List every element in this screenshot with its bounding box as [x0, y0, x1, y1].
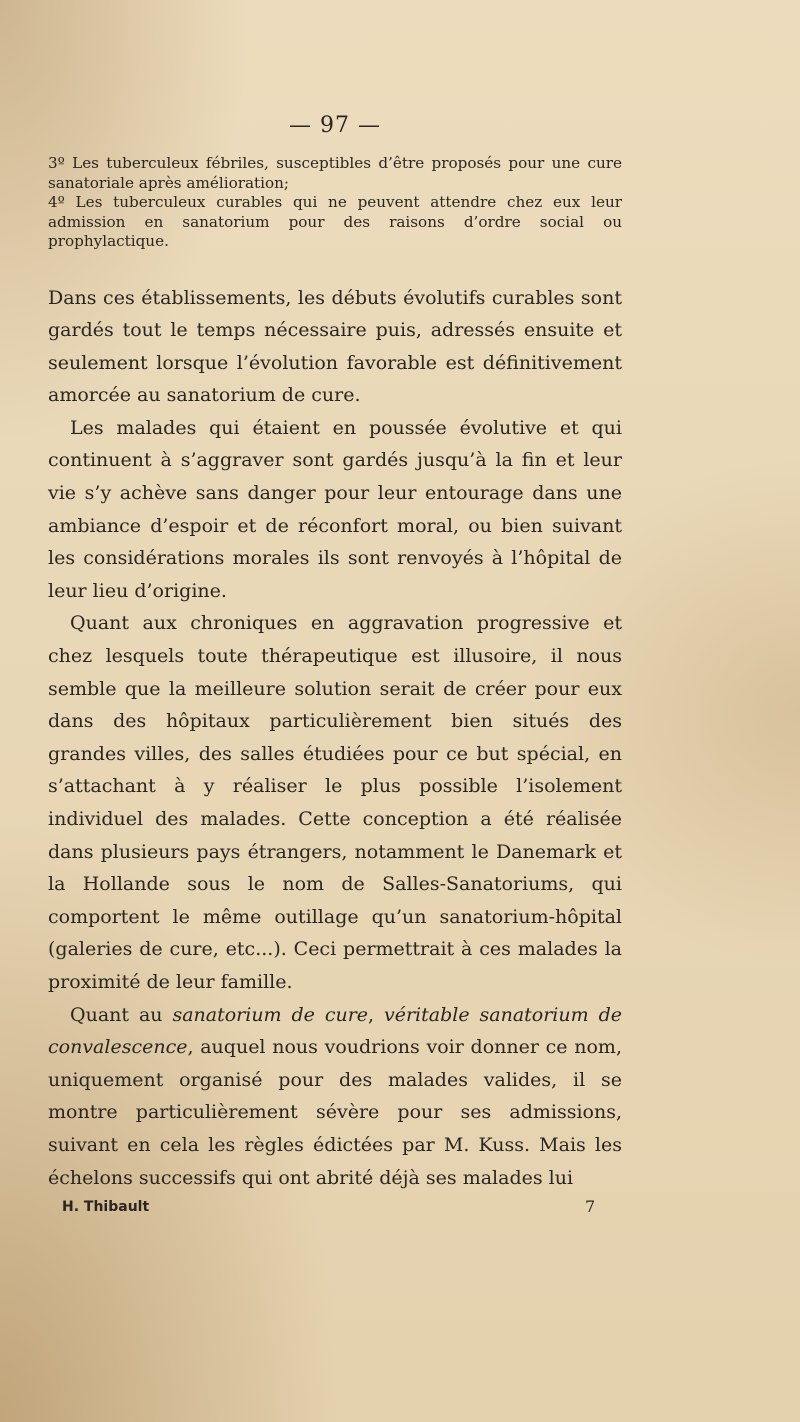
list-item: 3º Les tuberculeux fébriles, susceptibles d’être proposés pour une cure sanatoriale après amélioration; [48, 154, 622, 192]
paragraph-4-start: Quant au [70, 1003, 173, 1026]
body-text [48, 282, 622, 1195]
signature-mark: 7 [585, 1197, 596, 1217]
paragraph-3: Quant aux chroniques en aggravation progressive et chez lesquels toute thérapeutique est illusoire, il nous semble que la meilleure solution serait de créer pour eux dans des hôpitaux particulièrement bien situés des grandes villes, des salles étudiées pour ce but spécial, en s’attachant à y réaliser le plus possible l’isolement individuel des malades. Cette conception a été réalisée dans plusieurs pays étrangers, notamment le Danemark et la Hollande sous le nom de Salles-Sanatoriums, qui comportent le même outillage qu’un sanatorium-hôpital (galeries de cure, etc...). Ceci permettrait à ces malades la proximité de leur famille. [48, 612, 622, 993]
paragraph-4 [48, 999, 622, 1195]
paragraph-4-mid: , [368, 1003, 384, 1026]
page-footer [48, 1196, 622, 1218]
paragraph-4-italic-1: sanatorium de cure [172, 1003, 369, 1026]
footer-author: H. Thibault [62, 1199, 150, 1216]
list-item: 4º Les tuberculeux curables qui ne peuvent attendre chez eux leur admission en sanatorium pour des raisons d’ordre social ou prophylactique. [48, 193, 622, 250]
enumerated-list [48, 154, 622, 252]
paragraph-4-italic-2: véritable sanatorium de convalescence [48, 1003, 622, 1059]
book-page [48, 112, 622, 1218]
page-number: — 97 — [289, 113, 381, 138]
paragraph-4-end: , auquel nous voudrions voir donner ce nom, uniquement organisé pour des malades valides, il se montre particulièrement sévère pour ses admissions, suivant en cela les règles édictées par M. Kuss. Mais les échelons successifs qui ont abrité déjà ses malades lui [48, 1036, 622, 1189]
paragraph-2: Les malades qui étaient en poussée évolutive et qui continuent à s’aggraver sont gardés jusqu’à la fin et leur vie s’y achève sans danger pour leur entourage dans une ambiance d’espoir et de réconfort moral, ou bien suivant les considérations morales ils sont renvoyés à l’hôpital de leur lieu d’origine. [48, 416, 622, 602]
paragraph-1: Dans ces établissements, les débuts évolutifs curables sont gardés tout le temps nécessaire puis, adressés ensuite et seulement lorsque l’évolution favorable est définitivement amorcée au sanatorium de cure. [48, 286, 622, 407]
